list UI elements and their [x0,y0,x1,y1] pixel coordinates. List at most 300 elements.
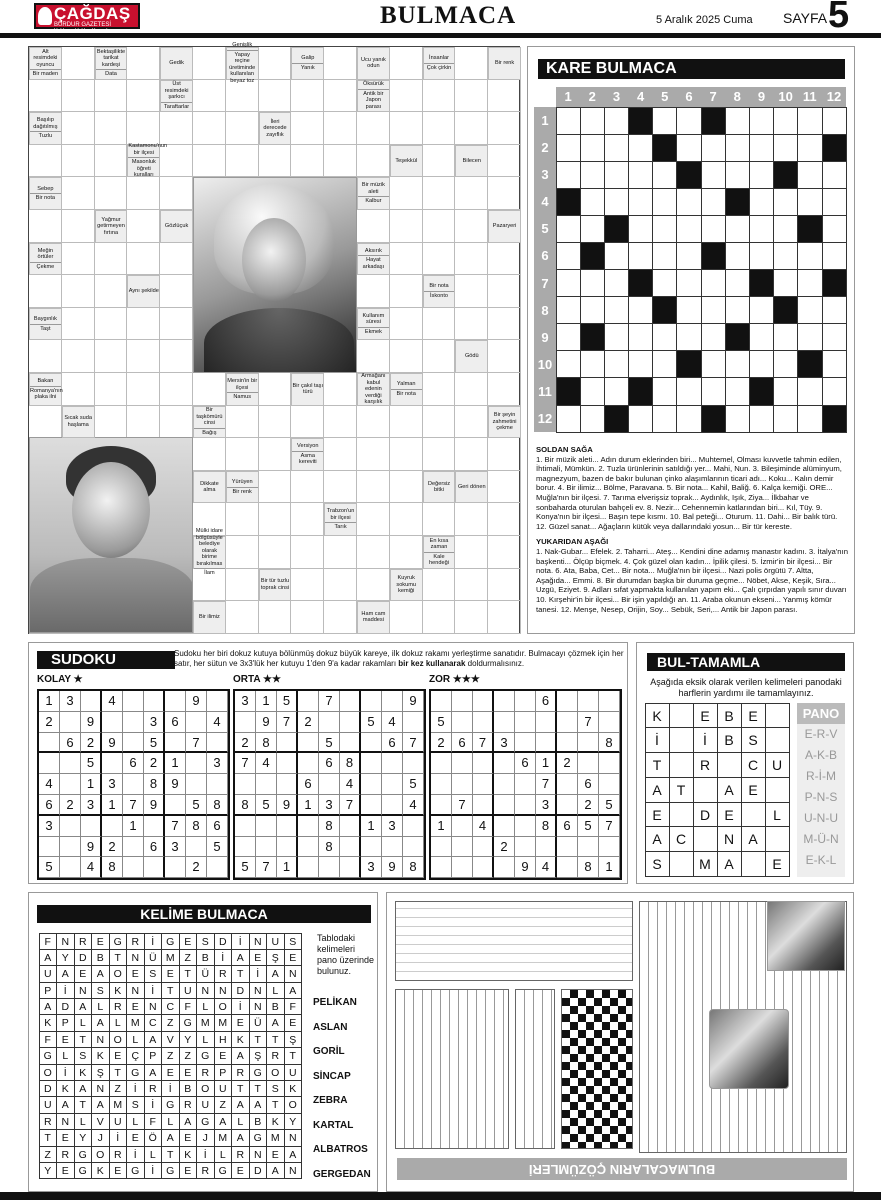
kare-cell [773,350,798,378]
male-actor-photo [29,437,193,633]
kelime-cell: G [161,1162,180,1179]
clue-text: Gedik [169,60,184,67]
crossword-cell [29,340,62,373]
sudoku-cell [340,691,361,712]
sudoku-cell [340,733,361,754]
kelime-cell: Ü [144,949,163,966]
sudoku-cell: 8 [102,857,123,878]
crossword-cell [390,47,423,80]
sudoku-cell: 8 [319,816,340,837]
crossword-clue [193,471,226,504]
kare-cell [556,269,581,297]
bul-cell: E [741,703,766,729]
clue-text: Çekme [36,263,55,270]
sudoku-cell [599,774,620,795]
kelime-cell: L [196,998,215,1015]
crossword-clue [324,503,357,536]
kare-cell [604,323,629,351]
crossword-cell [127,112,160,145]
kare-cell [604,242,629,270]
sudoku-cell [340,857,361,878]
kelime-cell: İ [144,933,163,950]
kelime-cell: U [266,933,285,950]
clue-text: Bektaşilikte tarikat kardeşi [96,48,126,68]
kelime-cell: G [249,1129,268,1146]
clue-separator [30,262,61,263]
kelime-cell: R [196,1162,215,1179]
bul-cell [693,826,718,852]
kare-cell [725,161,750,189]
sudoku-cell [557,733,578,754]
crossword-cell [488,569,521,602]
crossword-clue [488,47,521,80]
kare-cell [749,134,774,162]
crossword-cell [455,80,488,113]
crossword-clue [455,471,488,504]
sudoku-cell [123,712,144,733]
sudoku-cell [165,691,186,712]
kelime-cell: O [91,1146,110,1163]
sudoku-cell [403,753,424,774]
clue-text: Versiyon [297,443,319,450]
crossword-cell [160,340,193,373]
sudoku-cell [256,774,277,795]
sudoku-cell: 8 [186,816,207,837]
crossword-cell [390,503,423,536]
sudoku-cell: 2 [578,795,599,816]
logo-emblem-icon [38,7,52,25]
kelime-cell: E [126,998,145,1015]
sudoku-cell [235,712,256,733]
sudoku-cell [431,691,452,712]
level-orta: ORTA ★★ [233,674,281,685]
crossword-clue [291,47,324,80]
kare-black-cell [749,269,774,297]
kare-black-cell [556,377,581,405]
crossword-cell [259,406,292,439]
crossword-cell [226,569,259,602]
clue-text: Aksırık [364,247,382,254]
kare-cell [604,188,629,216]
kelime-word: PELİKAN [313,997,357,1008]
kelime-cell: E [179,1064,198,1081]
clue-text: İskonto [429,292,449,299]
kelime-cell: O [109,965,128,982]
sudoku-cell [60,837,81,858]
sudoku-cell [277,753,298,774]
clue-separator [30,69,61,70]
sudoku-cell [452,712,473,733]
kelime-cell: R [266,1047,285,1064]
crossword-cell [259,601,292,634]
kare-row-number: 10 [537,356,553,372]
crossword-cell [193,145,226,178]
sudoku-cell: 4 [473,816,494,837]
shoulder-shape [204,308,354,373]
sudoku-cell: 6 [165,712,186,733]
kelime-cell: İ [56,1064,75,1081]
kare-row-number: 12 [537,411,553,427]
clue-separator [227,50,258,51]
crossword-cell [259,47,292,80]
kelime-cell: Z [179,949,198,966]
bul-cell: E [765,851,790,877]
kelime-cell: S [91,982,110,999]
kare-cell [822,188,847,216]
sudoku-grid-zor [429,689,622,880]
kelime-cell: E [214,1047,233,1064]
kare-row-number: 8 [541,302,549,318]
crossword-clue [259,569,292,602]
sudoku-cell [536,733,557,754]
crossword-cell [390,406,423,439]
sudoku-cell [298,691,319,712]
kare-cell [580,161,605,189]
sudoku-cell [599,837,620,858]
kare-cell [556,134,581,162]
crossword-clue [226,471,259,504]
kelime-cell: E [231,1014,250,1031]
crossword-cell [324,438,357,471]
crossword-cell [390,177,423,210]
sudoku-cell [319,712,340,733]
crossword-cell [62,177,95,210]
clue-text: Ekmek [364,328,382,335]
kelime-cell: İ [231,998,250,1015]
clue-separator [325,522,356,523]
kelime-cell: Ş [266,949,285,966]
bul-cell: C [669,826,694,852]
crossword-clue [29,243,62,276]
crossword-cell [29,275,62,308]
sudoku-cell: 9 [515,857,536,878]
kare-bulmaca [527,46,855,634]
sudoku-cell [403,837,424,858]
kare-cell [604,350,629,378]
kelime-cell: T [161,982,180,999]
kelime-cell: R [109,998,128,1015]
clue-text: Tarık [334,524,347,531]
crossword-clue [357,243,390,276]
kare-cell [628,296,653,324]
sudoku-cell: 4 [340,774,361,795]
sudoku-cell [557,795,578,816]
kare-cell [822,377,847,405]
sudoku-cell: 6 [39,795,60,816]
crossword-cell [193,438,226,471]
sudoku-cell [431,857,452,878]
kelime-cell: K [231,1031,250,1048]
sudoku-cell [207,774,228,795]
clue-separator [358,327,389,328]
sudoku-cell: 8 [578,857,599,878]
sudoku-cell: 9 [144,795,165,816]
crossword-cell [259,438,292,471]
page-title: BULMACA [380,2,517,29]
sudoku-cell: 3 [382,816,403,837]
sudoku-cell [235,837,256,858]
kare-cell [580,350,605,378]
kare-cell [556,242,581,270]
kelime-cell: D [39,1080,58,1097]
kelime-cell: G [126,1162,145,1179]
crossword-clue [455,145,488,178]
crossword-cell [488,145,521,178]
sudoku-cell [102,712,123,733]
bul-cell: M [693,851,718,877]
sudoku-cell: 5 [277,691,298,712]
crossword-clue [95,47,128,80]
sudoku-cell [452,857,473,878]
clue-text: Bir nota [429,283,449,290]
kare-cell [556,215,581,243]
sudoku-cell: 7 [277,712,298,733]
clue-text: Masonluk öğreti kuralları [131,159,156,179]
sudoku-cell: 2 [298,712,319,733]
kelime-cell: T [231,965,250,982]
sudoku-cell: 3 [536,795,557,816]
crossword-cell [357,471,390,504]
kare-cell [676,188,701,216]
sudoku-cell [235,774,256,795]
crossword-cell [423,503,456,536]
kare-cell [580,377,605,405]
kare-cell [797,323,822,351]
page-date: 5 Aralık 2025 Cuma [656,14,753,26]
kare-cell [701,188,726,216]
crossword-cell [423,80,456,113]
sudoku-cell: 4 [207,712,228,733]
kare-cell [652,215,677,243]
sudoku-cell: 4 [39,774,60,795]
bul-cell: B [717,727,742,753]
kelime-cell: R [214,965,233,982]
clue-text: Baygınlık [33,316,57,323]
sudoku-cell [298,857,319,878]
sudoku-grid-orta [233,689,426,880]
sudoku-cell [123,691,144,712]
crossword-cell [488,112,521,145]
kare-cell [725,405,750,433]
clue-separator [194,568,225,569]
crossword-cell [62,145,95,178]
crossword-cell [324,569,357,602]
kare-cell [749,296,774,324]
kare-cell [725,107,750,135]
kare-row-number: 2 [541,140,549,156]
sudoku-cell: 9 [81,712,102,733]
sudoku-cell: 9 [256,712,277,733]
kelime-cell: G [196,1113,215,1130]
kare-row-numbers [534,107,556,432]
clue-text: Meğin örtüler [37,247,54,261]
kelime-cell: İ [56,982,75,999]
kelime-cell: Y [179,1031,198,1048]
kare-black-cell [749,377,774,405]
kare-black-cell [556,188,581,216]
crossword-clue [357,80,390,113]
crossword-cell [291,601,324,634]
kelime-cell: R [144,1080,163,1097]
kare-black-cell [676,350,701,378]
sudoku-cell [515,816,536,837]
crossword-clue [390,569,423,602]
crossword-cell [291,503,324,536]
kare-cell [580,134,605,162]
clue-separator [358,196,389,197]
kare-cell [556,296,581,324]
sudoku-cell: 6 [123,753,144,774]
kare-cell [676,296,701,324]
crossword-cell [127,210,160,243]
sayfa-label: SAYFA [783,10,828,26]
kare-col-number: 8 [733,89,741,104]
kelime-cell: J [196,1129,215,1146]
crossword-clue [160,210,193,243]
kelime-cell: T [109,1064,128,1081]
kare-cell [773,323,798,351]
page-header [0,0,881,38]
crossword-cell [488,438,521,471]
kelime-cell: İ [109,1129,128,1146]
sudoku-cell: 1 [536,753,557,774]
bul-description: Aşağıda eksik olarak verilen kelimeleri panodaki harflerin yardımı ile tamamlayınız. [650,677,842,698]
sudoku-cell [473,753,494,774]
sudoku-cell [557,837,578,858]
sudoku-cell [473,691,494,712]
kelime-cell: E [231,1162,250,1179]
crossword-cell [390,80,423,113]
bul-cell: E [717,802,742,828]
kelime-cell: K [179,1146,198,1163]
sudoku-cell [361,733,382,754]
crossword-cell [226,112,259,145]
kelime-cell: İ [126,1146,145,1163]
sudoku-cell [60,712,81,733]
sudoku-cell: 6 [515,753,536,774]
crossword-cell [488,275,521,308]
crossword-clue [423,536,456,569]
sudoku-cell [60,774,81,795]
sudoku-cell [361,795,382,816]
kelime-cell: K [91,1162,110,1179]
clue-separator [358,89,389,90]
sudoku-cell [382,795,403,816]
sudoku-cell [319,774,340,795]
crossword-cell [127,340,160,373]
face-shape [242,218,306,302]
clue-separator [30,131,61,132]
crossword-clue [390,373,423,406]
kare-black-cell [725,188,750,216]
sudoku-cell [298,733,319,754]
clue-text: Aynı şekilde [128,288,159,295]
crossword-cell [95,308,128,341]
sudoku-cell [186,774,207,795]
sudoku-cell: 1 [256,691,277,712]
clue-text: Bir renk [232,488,252,495]
clue-separator [424,63,455,64]
kare-cell [773,242,798,270]
clue-separator [358,255,389,256]
crossword-clue [62,406,95,439]
kelime-cell: A [231,1096,250,1113]
clue-text: Hayat arkadaşı [362,257,385,270]
crossword-clue [423,275,456,308]
kelime-cell: K [91,1047,110,1064]
pano-letters: U-N-U [804,811,838,825]
sudoku-cell: 2 [235,733,256,754]
kelime-cell: G [109,933,128,950]
sudoku-cell [361,691,382,712]
crossword-cell [423,210,456,243]
kare-black-cell [701,242,726,270]
crossword-clue [455,340,488,373]
kare-cell [773,215,798,243]
sudoku-cell [256,816,277,837]
kare-row-number: 7 [541,275,549,291]
crossword-clue [29,47,62,80]
crossword-clue [127,143,168,179]
crossword-cell [390,340,423,373]
kelime-cell: S [74,1047,93,1064]
solution-kare-thumbnail [561,989,633,1149]
sudoku-cell [39,837,60,858]
pano-letters: P-N-S [804,790,838,804]
kelime-cell: E [109,1162,128,1179]
sudoku-cell: 6 [207,816,228,837]
sudoku-cell: 8 [536,816,557,837]
crossword-cell [29,145,62,178]
solution-kelime-thumbnail [395,989,509,1149]
kelime-cell: Ö [144,1129,163,1146]
sudoku-cell [494,691,515,712]
sudoku-cell: 3 [207,753,228,774]
kare-cell [676,215,701,243]
sudoku-cell: 1 [165,753,186,774]
crossword-clue [423,47,456,80]
kelime-cell: Ş [249,1047,268,1064]
crossword-cell [455,601,488,634]
kare-cell [556,405,581,433]
clue-text: Teşekkül [395,157,418,164]
kare-black-cell [580,242,605,270]
crossword-cell [324,47,357,80]
sudoku-cell: 3 [60,691,81,712]
kelime-cell: S [126,1096,145,1113]
clue-text: İleri derecede zayıflık [263,118,287,138]
crossword-cell [357,569,390,602]
bul-cell: E [645,802,670,828]
kelime-cell: R [109,1146,128,1163]
crossword-cell [226,80,259,113]
sudoku-cell: 9 [403,691,424,712]
kelime-cell: G [179,1014,198,1031]
crossword-cell [95,340,128,373]
kelime-cell: İ [126,1080,145,1097]
sudoku-cell: 7 [123,795,144,816]
kare-cell [773,107,798,135]
sudoku-cell [298,837,319,858]
clue-text: Bağış [202,429,217,436]
sudoku-cell: 9 [165,774,186,795]
sudoku-cell [536,712,557,733]
crossword-cell [29,210,62,243]
crossword-cell [291,569,324,602]
kare-black-cell [701,405,726,433]
kare-cell [749,405,774,433]
crossword-cell [488,177,521,210]
